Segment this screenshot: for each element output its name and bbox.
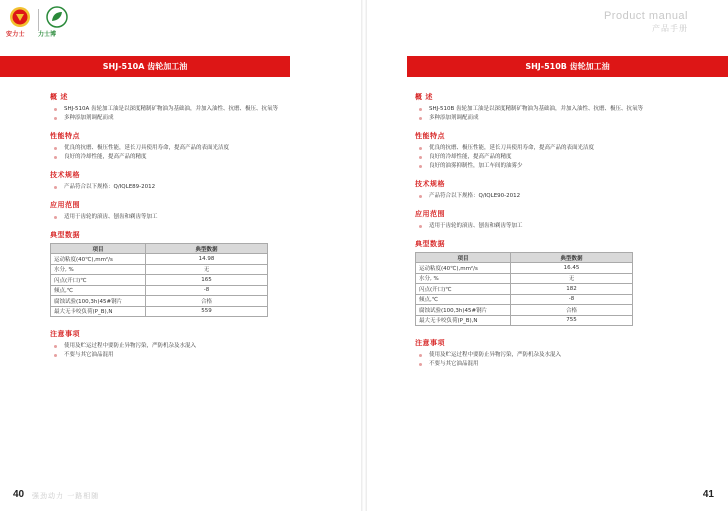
section-title: 典型数据: [415, 240, 445, 248]
table-cell: 运动粘度(40℃),mm²/s: [416, 263, 511, 274]
spec-section: [415, 179, 695, 201]
table-cell: 14.98: [146, 254, 268, 265]
section-title: 概 述: [415, 93, 433, 101]
spec-section: [50, 170, 330, 192]
table-cell: 倾点,℃: [51, 285, 146, 296]
table-row: [416, 284, 633, 295]
table-header-row: [51, 244, 268, 254]
product-content-right: [415, 92, 695, 377]
list-item: SHJ-510B 齿轮加工油是以深度精制矿物油为基础油，并加入油性、抗磨、极压、抗氧等: [415, 105, 695, 114]
section-title: 性能特点: [50, 132, 80, 140]
table-cell: 倾点,℃: [416, 294, 511, 305]
overview-section: [415, 92, 695, 123]
list-item: 良好的冷却性能，提高产品的精度: [50, 153, 330, 162]
table-row: [51, 264, 268, 275]
table-row: [416, 273, 633, 284]
logo-divider: [38, 9, 39, 31]
notes-section: [415, 338, 695, 369]
page-number: 41: [702, 489, 714, 500]
product-title-bar: SHJ-510A 齿轮加工油: [0, 56, 290, 77]
typical-data-table: [415, 252, 633, 326]
table-row: [51, 306, 268, 317]
table-cell: 无: [511, 273, 633, 284]
product-content-left: [50, 92, 330, 368]
table-cell: 165: [146, 275, 268, 286]
table-cell: 水分, %: [51, 264, 146, 275]
list-item: 产品符合以下规格：Q/IQLE89-2012: [50, 183, 330, 192]
list-item: SHJ-510A 齿轮加工油是以深度精制矿物油为基础油，并加入油性、抗磨、极压、抗氧等: [50, 105, 330, 114]
table-row: [51, 285, 268, 296]
table-header: 典型数据: [146, 244, 268, 254]
list-item: 使用及贮运过程中要防止异物污染，严防机杂及水混入: [50, 342, 330, 351]
features-section: [50, 131, 330, 162]
section-title: 典型数据: [50, 231, 80, 239]
section-title: 技术规格: [415, 180, 445, 188]
list-item: 优良的抗磨、极压性能，延长刀具使用寿命，提高产品的表面光洁度: [50, 144, 330, 153]
section-title: 概 述: [50, 93, 68, 101]
product-title-bar: SHJ-510B 齿轮加工油: [407, 56, 728, 77]
section-title: 应用范围: [50, 201, 80, 209]
brand-name-1: 安力士: [6, 31, 25, 38]
table-cell: 最大无卡咬负荷(P_B),N: [416, 315, 511, 326]
list-item-continuation: 多种添加剂调配而成: [50, 114, 330, 123]
table-row: [416, 305, 633, 316]
table-cell: 腐蚀试验(100,3h)45#钢片: [416, 305, 511, 316]
overview-section: [50, 92, 330, 123]
table-cell: -8: [146, 285, 268, 296]
brand-logo: [6, 6, 71, 38]
applications-section: [50, 200, 330, 222]
list-item: 产品符合以下规格：Q/IQLE90-2012: [415, 192, 695, 201]
footer-slogan: 强劲动力 一路相随: [32, 492, 100, 500]
notes-section: [50, 329, 330, 360]
brand-name-2: 力士博: [38, 31, 57, 38]
section-title: 应用范围: [415, 210, 445, 218]
table-header: 典型数据: [511, 253, 633, 263]
table-row: [416, 315, 633, 326]
section-title: 注意事项: [50, 330, 80, 338]
table-cell: 755: [511, 315, 633, 326]
section-title: 性能特点: [415, 132, 445, 140]
header-subtitle: 产品手册: [652, 24, 688, 33]
table-cell: 闪点(开口)℃: [51, 275, 146, 286]
list-item: 不要与其它油品混用: [415, 360, 695, 369]
table-cell: 559: [146, 306, 268, 317]
list-item: 适用于齿轮的滚齿、刨齿和剃齿等加工: [50, 213, 330, 222]
table-cell: 最大无卡咬负荷(P_B),N: [51, 306, 146, 317]
left-page: [0, 0, 361, 511]
table-cell: 182: [511, 284, 633, 295]
table-cell: 合格: [146, 296, 268, 307]
list-item: 良好的冷却性能，提高产品的精度: [415, 153, 695, 162]
header-title: Product manual: [603, 10, 688, 22]
list-item: 不要与其它油品混用: [50, 351, 330, 360]
table-cell: 运动粘度(40℃),mm²/s: [51, 254, 146, 265]
table-row: [416, 294, 633, 305]
typical-data-section: [50, 230, 330, 317]
list-item: 适用于齿轮的滚齿、刨齿和剃齿等加工: [415, 222, 695, 231]
table-cell: 16.45: [511, 263, 633, 274]
table-cell: 水分, %: [416, 273, 511, 284]
table-row: [416, 263, 633, 274]
table-row: [51, 275, 268, 286]
table-header: 项目: [416, 253, 511, 263]
typical-data-table: [50, 243, 268, 317]
table-header: 项目: [51, 244, 146, 254]
table-row: [51, 254, 268, 265]
table-cell: 合格: [511, 305, 633, 316]
table-cell: 腐蚀试验(100,3h)45#钢片: [51, 296, 146, 307]
table-cell: -8: [511, 294, 633, 305]
table-cell: 无: [146, 264, 268, 275]
product-manual-header: [604, 10, 688, 34]
features-section: [415, 131, 695, 171]
table-header-row: [416, 253, 633, 263]
page-number: 40: [13, 489, 25, 500]
table-row: [51, 296, 268, 307]
typical-data-section: [415, 239, 695, 326]
section-title: 技术规格: [50, 171, 80, 179]
applications-section: [415, 209, 695, 231]
list-item-continuation: 多种添加剂调配而成: [415, 114, 695, 123]
list-item: 优良的抗磨、极压性能，延长刀具使用寿命，提高产品的表面光洁度: [415, 144, 695, 153]
table-cell: 闪点(开口)℃: [416, 284, 511, 295]
section-title: 注意事项: [415, 339, 445, 347]
list-item: 使用及贮运过程中要防止异物污染，严防机杂及水混入: [415, 351, 695, 360]
right-page: [367, 0, 728, 511]
list-item: 良好的油雾抑制性，加工车间的油雾少: [415, 162, 695, 171]
